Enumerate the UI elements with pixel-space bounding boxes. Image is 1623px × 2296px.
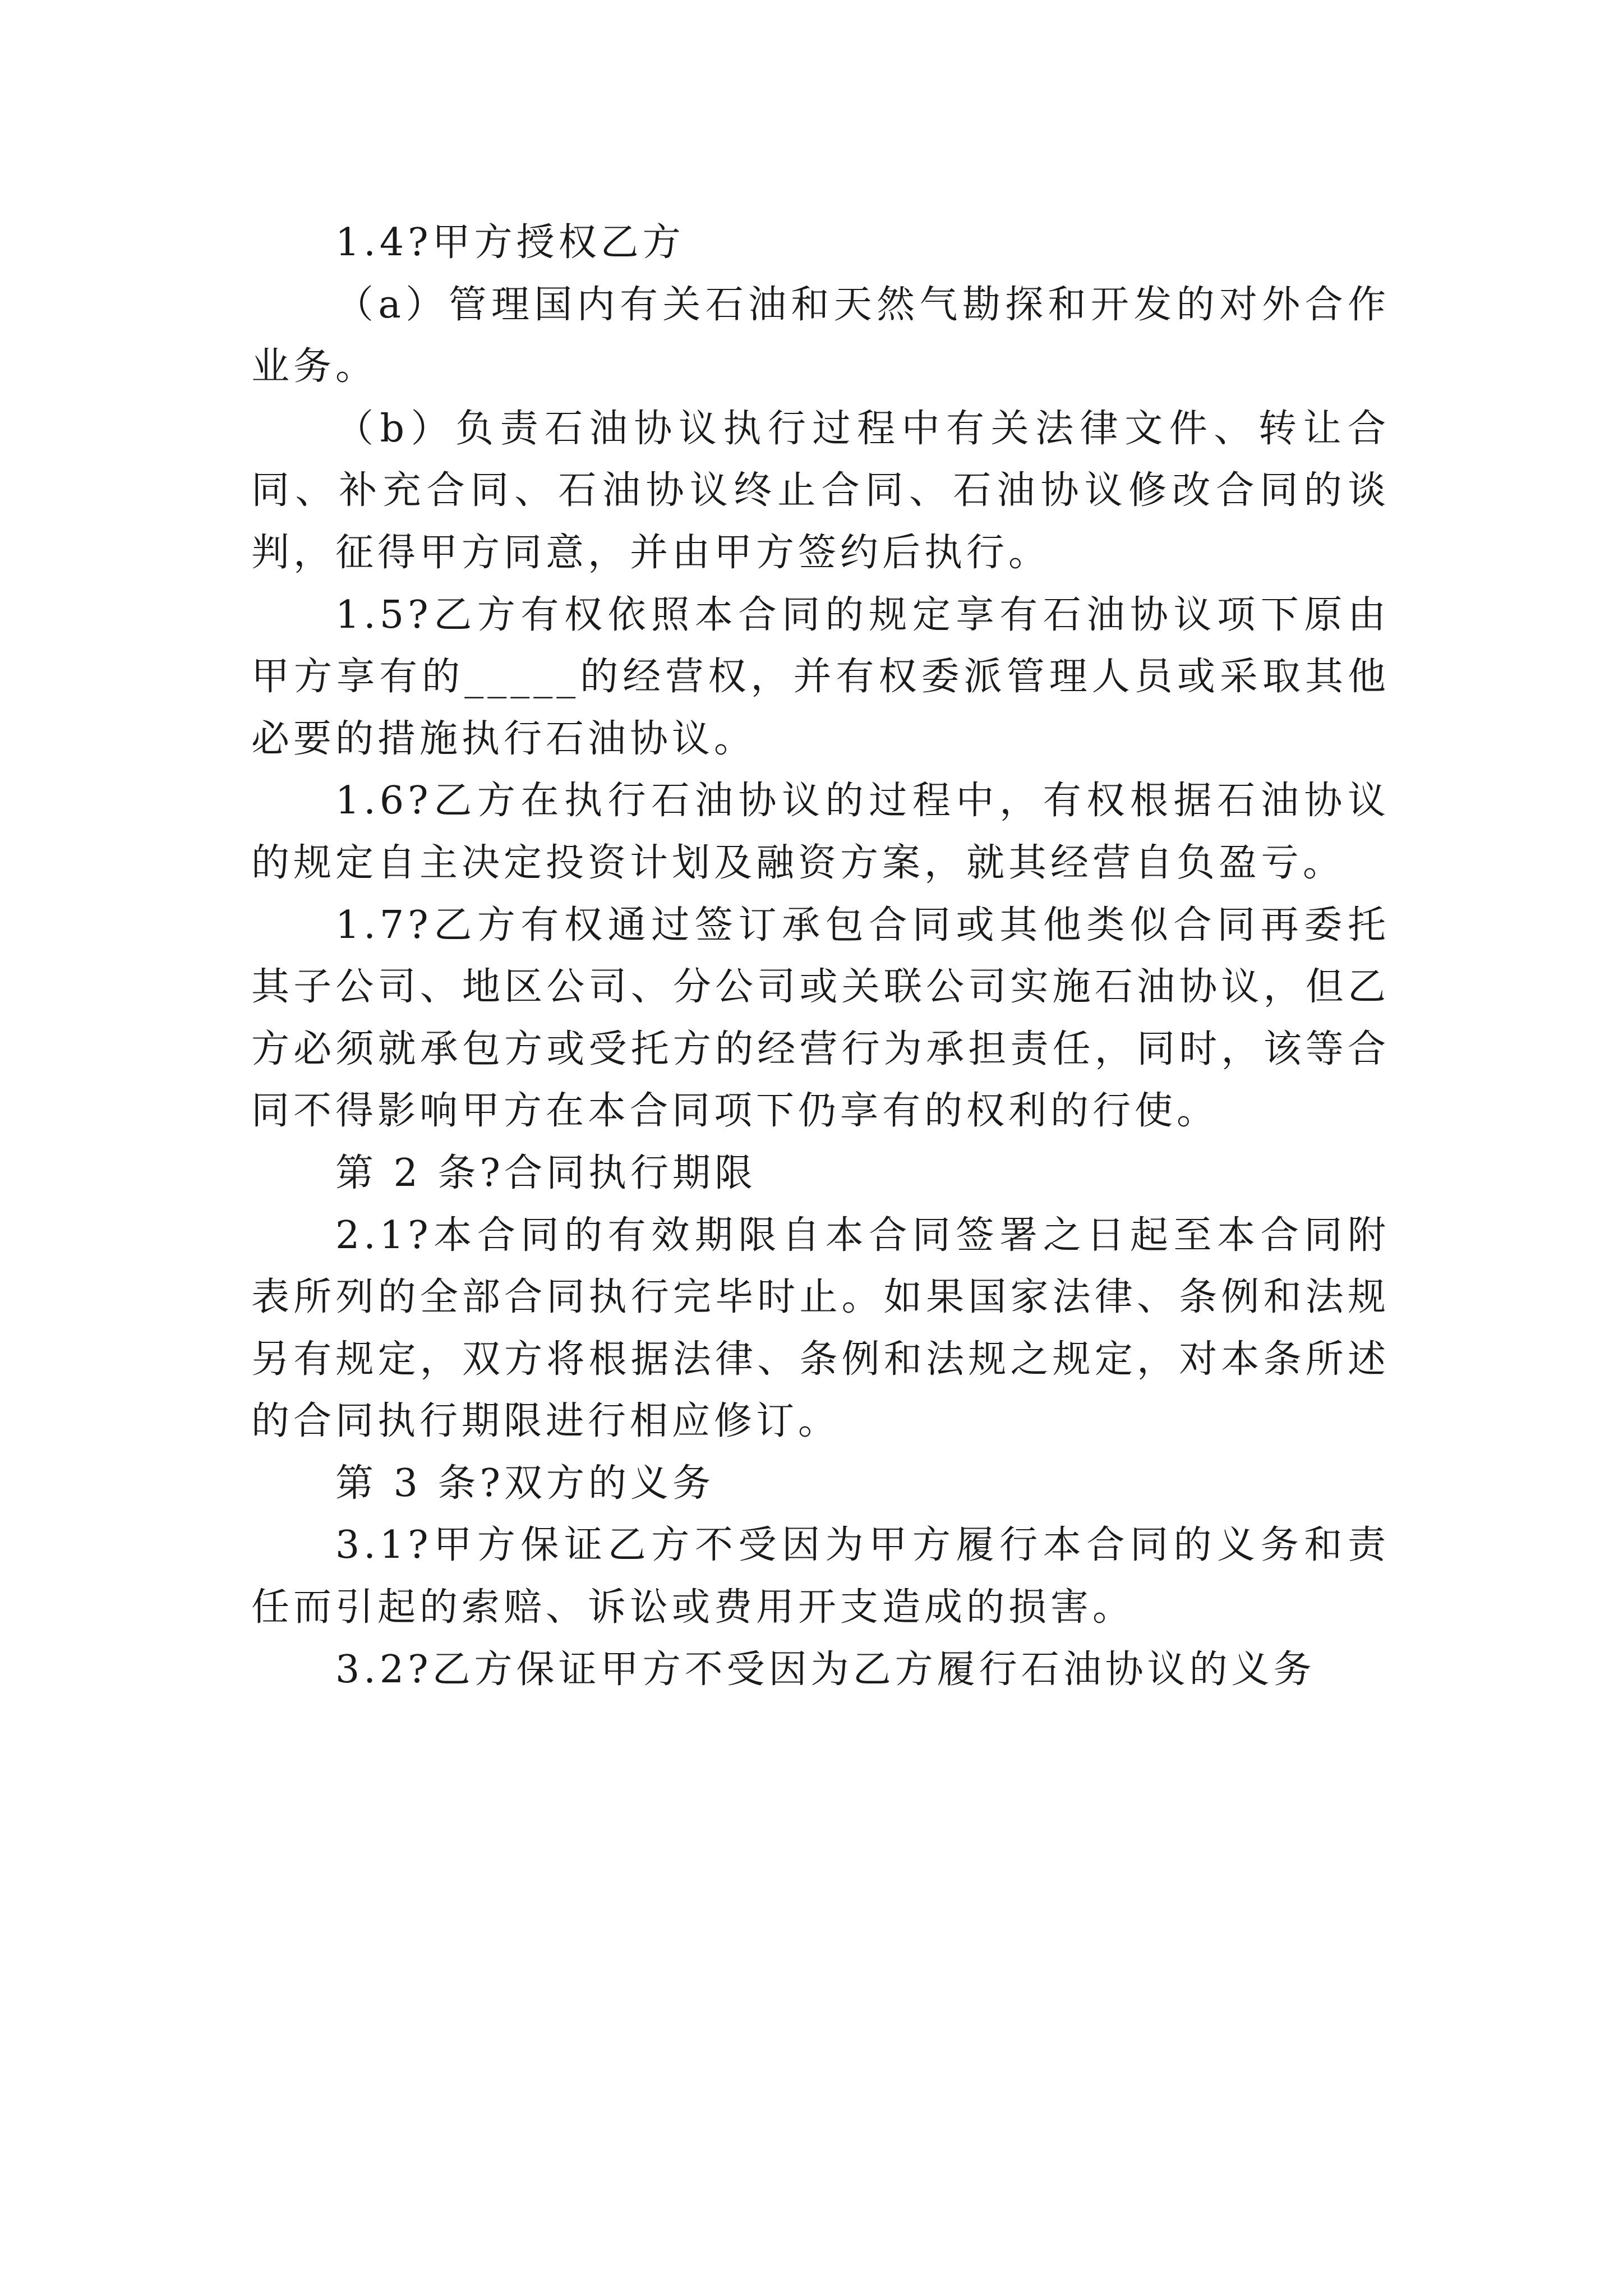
clause-1-5: 1.5?乙方有权依照本合同的规定享有石油协议项下原由甲方享有的_____的经营权，并有权委派管理人员或采取其他必要的措施执行石油协议。 [251,592,1390,761]
clause-3-2: 3.2?乙方保证甲方不受因为乙方履行石油协议的义务 [335,1647,1316,1692]
clause-1-4-b: （b）负责石油协议执行过程中有关法律文件、转让合同、补充合同、石油协议终止合同、石油协议修改合同的谈判，征得甲方同意，并由甲方签约后执行。 [251,406,1390,575]
article-2-heading: 第 2 条?合同执行期限 [335,1151,757,1195]
clause-1-4-a: （a）管理国内有关石油和天然气勘探和开发的对外合作业务。 [251,282,1390,389]
clause-3-1: 3.1?甲方保证乙方不受因为甲方履行本合同的义务和责任而引起的索赔、诉讼或费用开支造成的损害。 [251,1523,1390,1630]
document-body [251,212,1390,1701]
clause-1-7: 1.7?乙方有权通过签订承包合同或其他类似合同再委托其子公司、地区公司、分公司或关联公司实施石油协议，但乙方必须就承包方或受托方的经营行为承担责任，同时，该等合同不得影响甲方在本合同项下仍享有的权利的行使。 [251,903,1390,1134]
clause-1-4-heading: 1.4?甲方授权乙方 [335,220,685,265]
clause-2-1: 2.1?本合同的有效期限自本合同签署之日起至本合同附表所列的全部合同执行完毕时止。如果国家法律、条例和法规另有规定，双方将根据法律、条例和法规之规定，对本条所述的合同执行期限进行相应修订。 [251,1213,1390,1444]
clause-1-6: 1.6?乙方在执行石油协议的过程中，有权根据石油协议的规定自主决定投资计划及融资方案，就其经营自负盈亏。 [251,779,1390,885]
article-3-heading: 第 3 条?双方的义务 [335,1461,714,1506]
